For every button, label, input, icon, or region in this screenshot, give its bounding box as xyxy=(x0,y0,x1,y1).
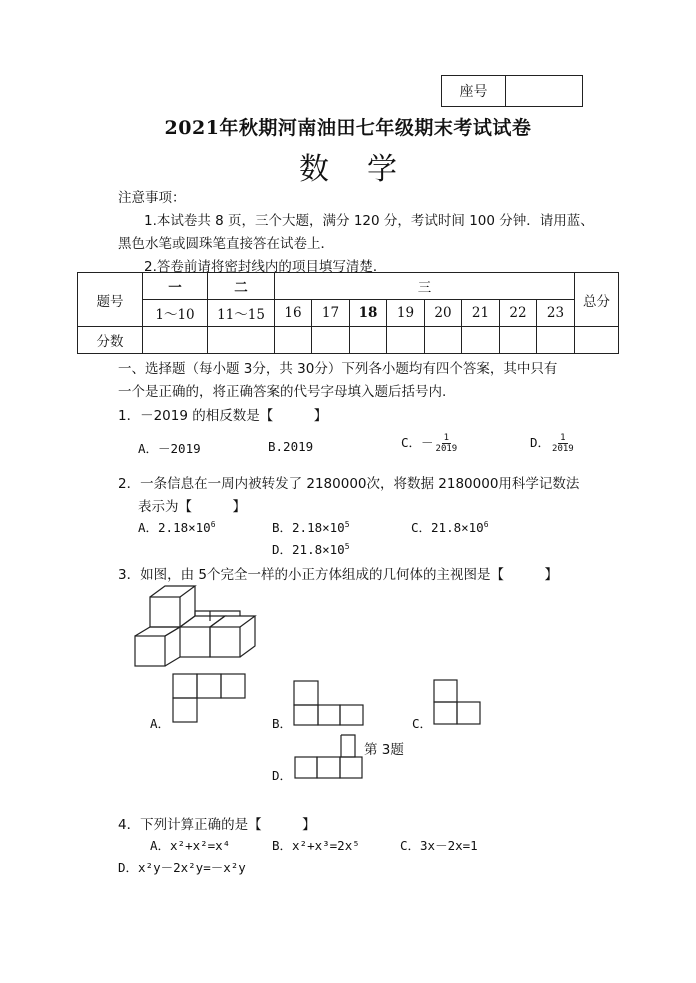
back-row-top-edge xyxy=(195,611,240,616)
total-label: 总分 xyxy=(575,273,619,327)
q1-c-num: 1 xyxy=(443,433,450,443)
front-cube-1 xyxy=(135,636,165,666)
q3-option-b-figure xyxy=(294,681,363,725)
item-19: 19 xyxy=(387,300,425,327)
q1-option-b[interactable]: B.2019 xyxy=(268,439,314,454)
q2-stem-line-2: 表示为【 】 xyxy=(138,499,246,515)
front-cube-3 xyxy=(210,627,240,657)
q1-option-d-label: D． xyxy=(530,435,551,450)
q3-option-c-figure xyxy=(434,680,480,724)
c-square-2 xyxy=(434,702,457,724)
row-label: 题号 xyxy=(78,273,143,327)
q3-option-b[interactable]: B． xyxy=(272,716,293,731)
a-square-1 xyxy=(173,674,197,698)
item-23: 23 xyxy=(537,300,575,327)
range-2: 11～15 xyxy=(208,300,275,327)
q1-stem: 1．－2019 的相反数是【 】 xyxy=(118,408,328,424)
q3-caption: 第 3题 xyxy=(364,742,404,758)
q1-d-num: 1 xyxy=(560,433,566,443)
q2-stem-line-1: 2．一条信息在一周内被转发了 2180000次，将数据 2180000用科学记数法 xyxy=(118,476,580,492)
seat-label: 座号 xyxy=(442,76,506,106)
q1-d-den: 2019 xyxy=(552,444,574,454)
join-edge-bottom xyxy=(165,657,180,666)
q1-option-c-label: C．－ xyxy=(401,435,434,450)
q1-c-den: 2019 xyxy=(435,444,458,454)
item-17: 17 xyxy=(312,300,350,327)
subject-title: 数学 xyxy=(299,152,435,187)
section-2-header: 二 xyxy=(208,273,275,300)
note-1-line-1: 1.本试卷共 8 页，三个大题，满分 120 分，考试时间 100 分钟．请用蓝、 xyxy=(144,213,594,229)
a-square-4 xyxy=(173,698,197,722)
front-cube-2 xyxy=(180,627,210,657)
q1-option-a[interactable]: A．－2019 xyxy=(138,441,201,456)
q3-option-d[interactable]: D． xyxy=(272,768,293,783)
top-cube-top xyxy=(150,586,195,597)
q2-b-text: B．2.18×10 xyxy=(272,520,345,535)
section-3-header: 三 xyxy=(275,273,575,300)
q3-option-c[interactable]: C． xyxy=(412,716,433,731)
q2-b-exp: 5 xyxy=(344,519,350,529)
q3-option-d-figure xyxy=(295,735,362,778)
join-edge xyxy=(165,627,180,636)
c-square-1 xyxy=(434,680,457,702)
item-21: 21 xyxy=(462,300,500,327)
top-cube-front xyxy=(150,597,180,627)
q2-d-exp: 5 xyxy=(344,541,350,551)
b-square-3 xyxy=(318,705,340,725)
a-square-3 xyxy=(221,674,245,698)
score-label: 分数 xyxy=(78,327,143,354)
notes-heading: 注意事项： xyxy=(118,190,186,206)
q3-option-a[interactable]: A． xyxy=(150,716,171,731)
q2-c-text: C．21.8×10 xyxy=(411,520,484,535)
exam-title: 2021年秋期河南油田七年级期末考试试卷 xyxy=(164,117,532,139)
q4-option-d[interactable]: D．x²y－2x²y=－x²y xyxy=(118,860,246,875)
b-square-2 xyxy=(294,705,318,725)
q2-a-exp: 6 xyxy=(210,519,216,529)
section-1-header: 一 xyxy=(143,273,208,300)
d-square-4 xyxy=(340,757,362,778)
item-18: 18 xyxy=(350,300,387,327)
note-1-line-2: 黑色水笔或圆珠笔直接答在试卷上． xyxy=(118,236,334,252)
q4-option-b[interactable]: B．x²+x³=2x⁵ xyxy=(272,838,360,853)
note-2: 2.答卷前请将密封线内的项目填写清楚． xyxy=(144,259,387,275)
b-square-4 xyxy=(340,705,363,725)
section-1-line-1: 一、选择题（每小题 3分，共 30分）下列各小题均有四个答案，其中只有 xyxy=(118,361,558,377)
item-20: 20 xyxy=(425,300,462,327)
item-22: 22 xyxy=(500,300,537,327)
front-cube-3-top xyxy=(210,616,255,627)
q2-d-text: D．21.8×10 xyxy=(272,542,345,557)
q2-c-exp: 6 xyxy=(483,519,489,529)
q4-option-c[interactable]: C．3x－2x=1 xyxy=(400,838,478,853)
range-1: 1～10 xyxy=(143,300,208,327)
item-16: 16 xyxy=(275,300,312,327)
cube-drawing xyxy=(135,586,255,666)
q3-stem: 3．如图，由 5个完全一样的小正方体组成的几何体的主视图是【 】 xyxy=(118,567,558,583)
a-square-2 xyxy=(197,674,221,698)
d-square-1 xyxy=(341,735,355,757)
q4-option-a[interactable]: A．x²+x²=x⁴ xyxy=(150,838,231,853)
q4-stem: 4．下列计算正确的是【 】 xyxy=(118,817,316,833)
q3-option-a-figure xyxy=(173,674,245,722)
c-square-3 xyxy=(457,702,480,724)
b-square-1 xyxy=(294,681,318,705)
q2-a-text: A．2.18×10 xyxy=(138,520,211,535)
d-square-2 xyxy=(295,757,317,778)
d-square-3 xyxy=(317,757,340,778)
section-1-line-2: 一个是正确的，将正确答案的代号字母填入题后括号内. xyxy=(118,384,447,400)
